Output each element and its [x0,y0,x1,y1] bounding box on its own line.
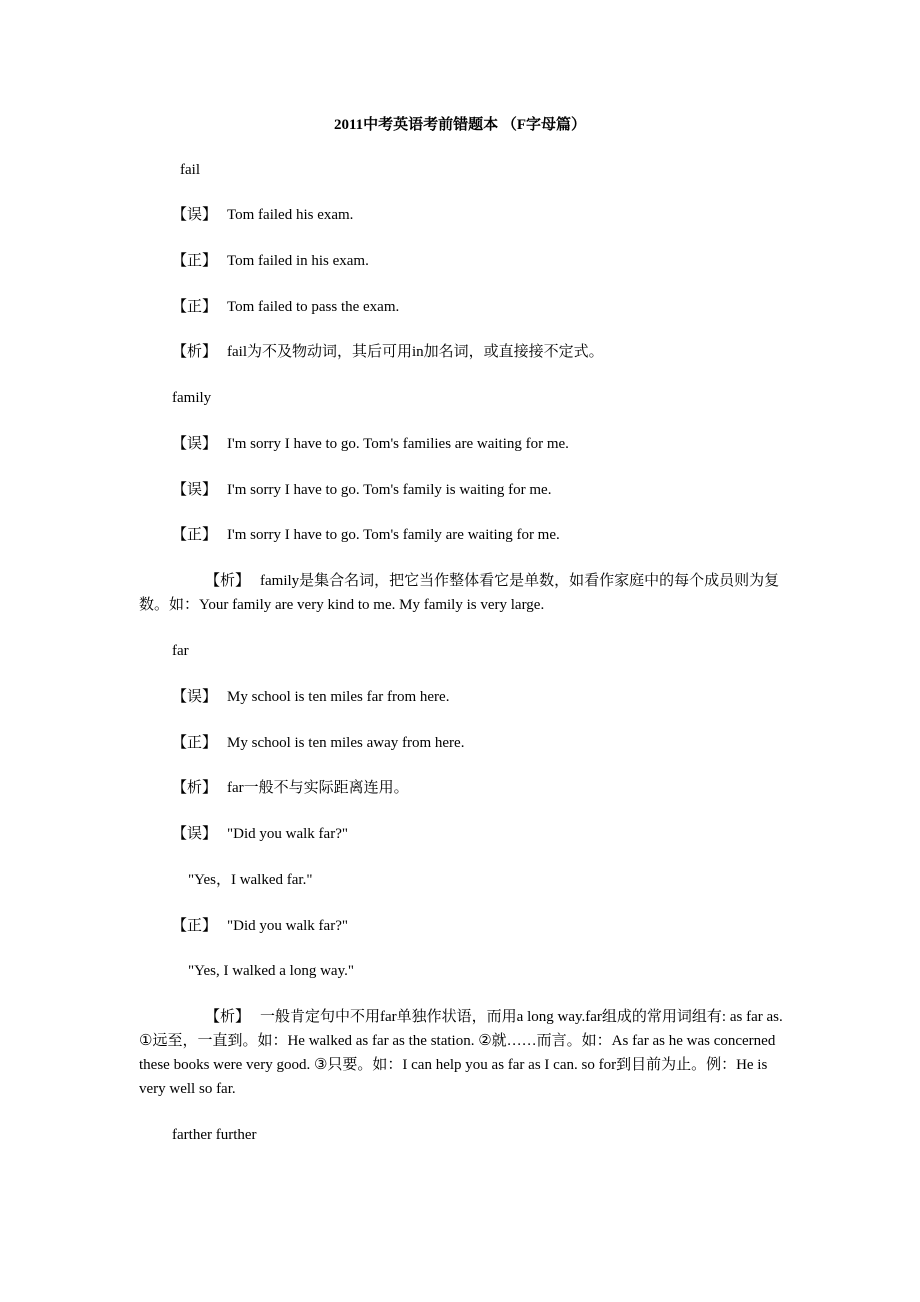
entry-heading-family: family [172,390,212,406]
right-tag: 【正】 [172,253,218,269]
far-right-line-2 [172,916,348,936]
fail-right-line-2 [172,297,399,317]
family-right-line [172,525,560,545]
entry-heading-farther-further: farther further [172,1127,257,1143]
far-right-text-1: My school is ten miles away from here. [227,735,465,751]
far-right-line-1 [172,733,464,753]
far-right-answer: "Yes, I walked a long way." [188,963,354,979]
wrong-tag: 【误】 [172,436,218,452]
far-wrong-line-2 [172,824,348,844]
far-note-text-1: far一般不与实际距离连用。 [227,780,409,796]
fail-note-line [172,342,604,362]
wrong-tag: 【误】 [172,207,218,223]
page-title: 2011中考英语考前错题本 （F字母篇） [333,117,587,133]
fail-right-text-2: Tom failed to pass the exam. [227,299,400,315]
family-wrong-text-1: I'm sorry I have to go. Tom's families are waiting for me. [227,436,569,452]
right-tag: 【正】 [172,735,218,751]
family-wrong-line-2 [172,480,551,500]
note-tag: 【析】 [172,344,218,360]
family-note-text: family是集合名词，把它当作整体看它是单数，如看作家庭中的每个成员则为复数。如：Your family are very kind to me. My family is very large. [139,573,780,613]
far-note-line-1 [172,778,409,798]
far-wrong-answer: "Yes，I walked far." [188,872,313,888]
family-note-paragraph [139,569,789,617]
right-tag: 【正】 [172,299,218,315]
wrong-tag: 【误】 [172,826,218,842]
entry-heading-far: far [172,643,189,659]
fail-right-line-1 [172,251,369,271]
fail-wrong-text: Tom failed his exam. [227,207,354,223]
note-tag: 【析】 [205,1009,251,1025]
family-wrong-line-1 [172,434,569,454]
wrong-tag: 【误】 [172,482,218,498]
fail-wrong-line [172,205,353,225]
family-wrong-text-2: I'm sorry I have to go. Tom's family is waiting for me. [227,482,552,498]
fail-note-text: fail为不及物动词，其后可用in加名词，或直接接不定式。 [227,344,604,360]
far-right-question: "Did you walk far?" [227,918,348,934]
right-tag: 【正】 [172,527,218,543]
note-tag: 【析】 [172,780,218,796]
far-wrong-text-1: My school is ten miles far from here. [227,689,450,705]
entry-heading-fail: fail [180,162,200,178]
fail-right-text-1: Tom failed in his exam. [227,253,369,269]
far-wrong-line-1 [172,687,449,707]
far-note-text-2: 一般肯定句中不用far单独作状语，而用a long way.far组成的常用词组有: as far as. ①远至，一直到。如：He walked as far as the station. ②就……而言。如：As far as he was concerned these books were very good. ③只要。如：I can help you as far as I can. so for到目前为止。例：He is very well so far. [139,1009,783,1097]
wrong-tag: 【误】 [172,689,218,705]
far-wrong-question: "Did you walk far?" [227,826,348,842]
far-note-paragraph [139,1005,789,1101]
family-right-text: I'm sorry I have to go. Tom's family are waiting for me. [227,527,560,543]
right-tag: 【正】 [172,918,218,934]
note-tag: 【析】 [205,573,251,589]
